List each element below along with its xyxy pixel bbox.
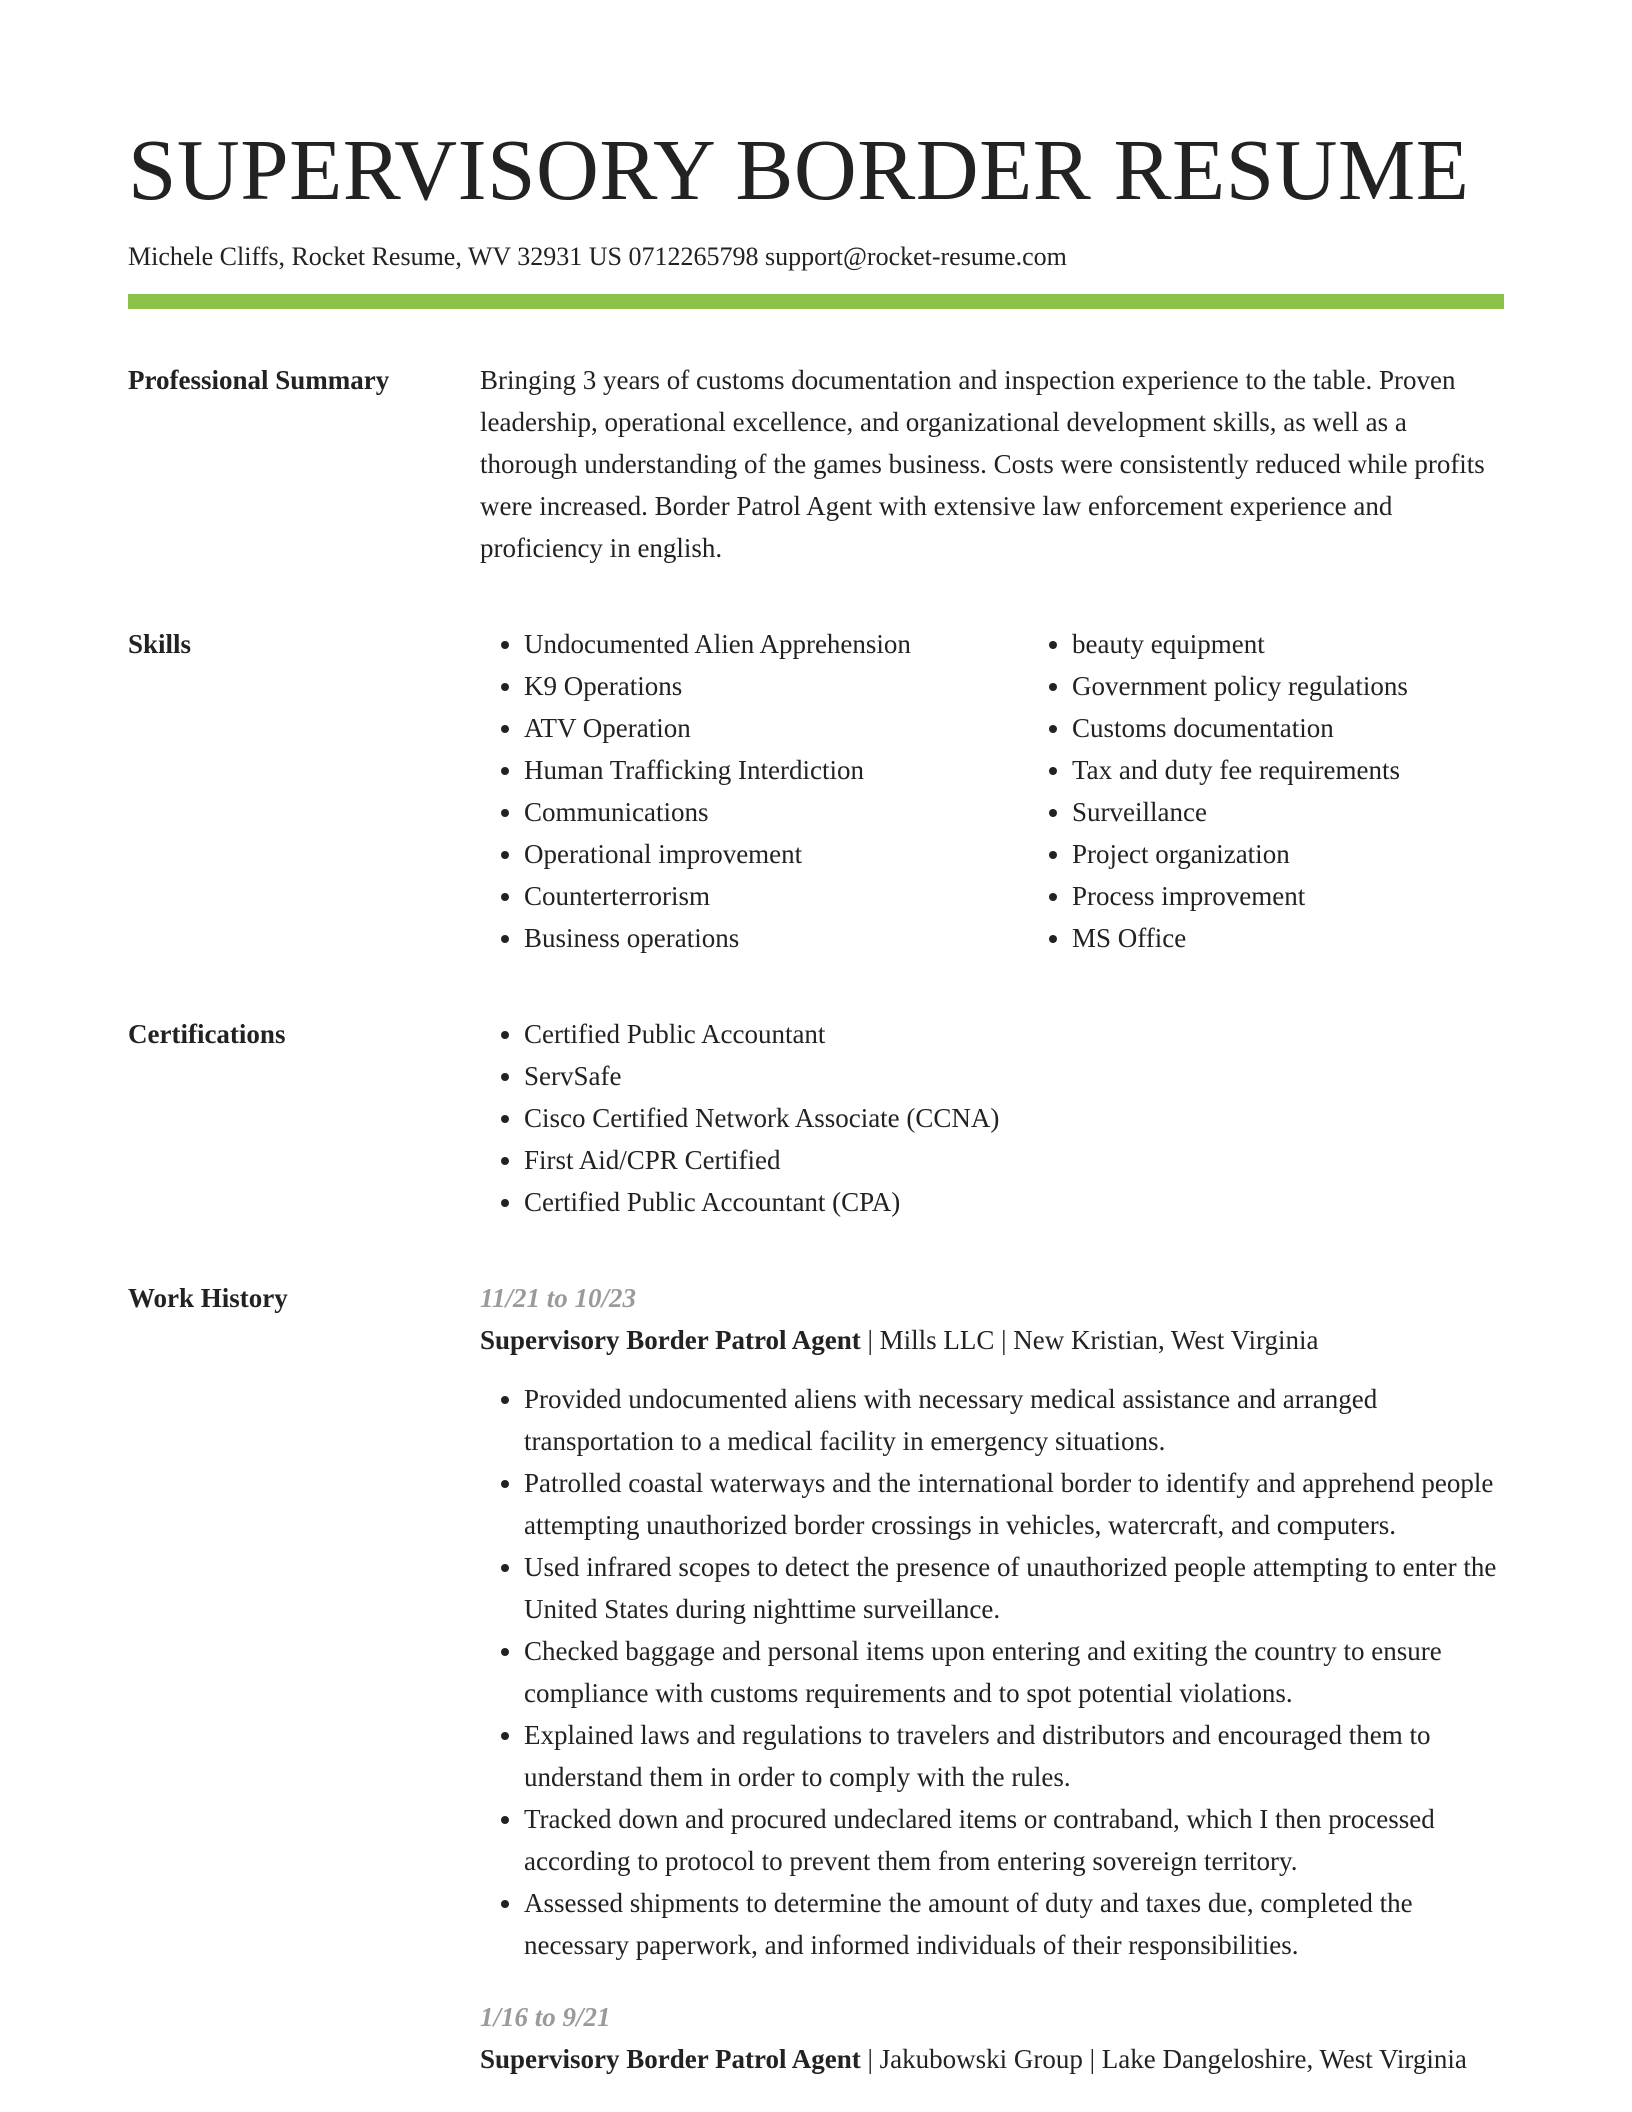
certification-item: • Certified Public Accountant (524, 1013, 1504, 1055)
skill-item: • ATV Operation (524, 707, 1028, 749)
skill-item: • Business operations (524, 917, 1028, 959)
job-heading (480, 1319, 1504, 1361)
certification-item: • First Aid/CPR Certified (524, 1139, 1504, 1181)
skills-list-left (480, 623, 1028, 959)
skill-item: • beauty equipment (1072, 623, 1504, 665)
job-duties-list (480, 1378, 1504, 1966)
job-duty: • Explained laws and regulations to travelers and distributors and encouraged them to understand them in order to comply with the rules. (524, 1714, 1504, 1798)
resume-title: SUPERVISORY BORDER RESUME (128, 121, 1470, 218)
job-duty: • Patrolled coastal waterways and the international border to identify and apprehend people attempting unauthorized border crossings in vehicles, watercraft, and computers. (524, 1462, 1504, 1546)
section-content (480, 359, 1504, 569)
job-dates: 11/21 to 10/23 (480, 1283, 637, 1313)
certification-item: • ServSafe (524, 1055, 1504, 1097)
job-duty: • Tracked down and procured undeclared items or contraband, which I then processed according to protocol to prevent them from entering sovereign territory. (524, 1798, 1504, 1882)
section-label: Skills (128, 629, 192, 659)
summary-section (128, 359, 1504, 569)
summary-text: Bringing 3 years of customs documentation and inspection experience to the table. Proven leadership, operational excellence, and organizational development skills, as well as a thorough understanding of the games business. Costs were consistently reduced while profits were increased. Border Patrol Agent with extensive law enforcement experience and proficiency in english. (480, 365, 1485, 563)
contact-line: Michele Cliffs, Rocket Resume, WV 32931 US 0712265798 support@rocket-resume.com (128, 242, 1067, 271)
certification-item: • Cisco Certified Network Associate (CCNA) (524, 1097, 1504, 1139)
work-history-section (128, 1277, 1504, 2097)
skill-item: • K9 Operations (524, 665, 1028, 707)
section-content (480, 1277, 1504, 2097)
job-entry (480, 1996, 1504, 2080)
header-divider (128, 294, 1504, 309)
skill-item: • Process improvement (1072, 875, 1504, 917)
skill-item: • Human Trafficking Interdiction (524, 749, 1028, 791)
job-duty: • Used infrared scopes to detect the presence of unauthorized people attempting to enter the United States during nighttime surveillance. (524, 1546, 1504, 1630)
job-duty: • Checked baggage and personal items upon entering and exiting the country to ensure compliance with customs requirements and to spot potential violations. (524, 1630, 1504, 1714)
job-dates: 1/16 to 9/21 (480, 2002, 611, 2032)
skill-item: • Government policy regulations (1072, 665, 1504, 707)
certifications-section (128, 1013, 1504, 1223)
skill-item: • Operational improvement (524, 833, 1028, 875)
skills-columns (480, 623, 1504, 959)
skill-item: • MS Office (1072, 917, 1504, 959)
skills-section (128, 623, 1504, 959)
job-duty: • Provided undocumented aliens with necessary medical assistance and arranged transportation to a medical facility in emergency situations. (524, 1378, 1504, 1462)
skill-item: • Tax and duty fee requirements (1072, 749, 1504, 791)
skill-item: • Project organization (1072, 833, 1504, 875)
job-employer-location: | Jakubowski Group | Lake Dangeloshire, West Virginia (860, 2044, 1467, 2074)
certifications-list (480, 1013, 1504, 1223)
job-duty: • Assessed shipments to determine the amount of duty and taxes due, completed the necessary paperwork, and informed individuals of their responsibilities. (524, 1882, 1504, 1966)
skill-item: • Customs documentation (1072, 707, 1504, 749)
skills-list-right (1028, 623, 1504, 959)
section-label: Professional Summary (128, 365, 390, 395)
skill-item: • Undocumented Alien Apprehension (524, 623, 1028, 665)
job-entry (480, 1277, 1504, 1966)
section-label: Certifications (128, 1019, 286, 1049)
certification-item: • Certified Public Accountant (CPA) (524, 1181, 1504, 1223)
skill-item: • Surveillance (1072, 791, 1504, 833)
job-title: Supervisory Border Patrol Agent (480, 1325, 861, 1355)
job-employer-location: | Mills LLC | New Kristian, West Virginia (860, 1325, 1319, 1355)
section-content (480, 1013, 1504, 1223)
job-heading (480, 2038, 1504, 2080)
skill-item: • Communications (524, 791, 1028, 833)
skill-item: • Counterterrorism (524, 875, 1028, 917)
job-title: Supervisory Border Patrol Agent (480, 2044, 861, 2074)
section-label: Work History (128, 1283, 288, 1313)
